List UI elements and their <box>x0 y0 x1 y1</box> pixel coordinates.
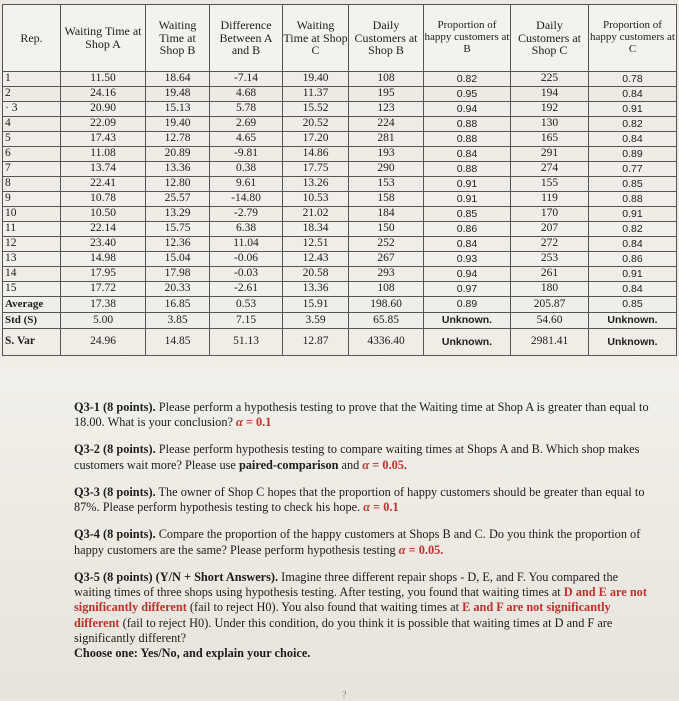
table-cell: 19.40 <box>146 117 210 132</box>
table-cell: 0.82 <box>589 222 677 237</box>
table-cell: 158 <box>349 192 424 207</box>
column-header: Daily Customers at Shop B <box>349 5 424 72</box>
table-cell: 123 <box>349 102 424 117</box>
column-header: Proportion of happy customers at C <box>589 5 677 72</box>
table-cell: 17.20 <box>283 132 349 147</box>
table-row <box>3 117 677 132</box>
table-cell: 23.40 <box>61 237 146 252</box>
table-cell: -0.03 <box>210 267 283 282</box>
table-cell: 2981.41 <box>511 329 589 356</box>
table-cell: 19.48 <box>146 87 210 102</box>
table-cell: 0.84 <box>424 147 511 162</box>
table-cell: 12.87 <box>283 329 349 356</box>
table-cell: 20.58 <box>283 267 349 282</box>
table-cell: 65.85 <box>349 313 424 329</box>
table-cell: 252 <box>349 237 424 252</box>
table-cell: 12.78 <box>146 132 210 147</box>
table-cell: 192 <box>511 102 589 117</box>
table-header-row <box>3 5 677 72</box>
row-label: 12 <box>3 237 61 252</box>
table-cell: -9.81 <box>210 147 283 162</box>
table-cell: 17.95 <box>61 267 146 282</box>
column-header: Proportion of happy customers at B <box>424 5 511 72</box>
table-cell: 225 <box>511 72 589 87</box>
table-cell: 4.68 <box>210 87 283 102</box>
table-row <box>3 222 677 237</box>
table-cell: 15.52 <box>283 102 349 117</box>
table-cell: 184 <box>349 207 424 222</box>
row-label: 13 <box>3 252 61 267</box>
table-cell: 20.89 <box>146 147 210 162</box>
table-cell: -14.80 <box>210 192 283 207</box>
table-cell: 0.84 <box>589 237 677 252</box>
table-cell: 15.91 <box>283 297 349 313</box>
table-cell: -0.06 <box>210 252 283 267</box>
table-cell: 0.89 <box>589 147 677 162</box>
table-cell: 9.61 <box>210 177 283 192</box>
table-row <box>3 267 677 282</box>
row-label: 4 <box>3 117 61 132</box>
question-3-4: Q3-4 (8 points). Compare the proportion of the happy customers at Shops B and C. Do you think the proportion of happy customers are the same? Please perform hypothesis testing α = 0.05. <box>74 527 641 557</box>
table-cell: 13.36 <box>283 282 349 297</box>
pencil-mark: ? <box>342 690 347 701</box>
table-cell: 20.52 <box>283 117 349 132</box>
table-cell: 0.84 <box>589 282 677 297</box>
table-row <box>3 162 677 177</box>
row-label: 6 <box>3 147 61 162</box>
table-cell: 0.85 <box>589 177 677 192</box>
row-label: 11 <box>3 222 61 237</box>
table-cell: 224 <box>349 117 424 132</box>
table-cell: 11.37 <box>283 87 349 102</box>
table-cell: 108 <box>349 72 424 87</box>
table-cell: 12.51 <box>283 237 349 252</box>
table-row <box>3 132 677 147</box>
table-cell: 0.86 <box>424 222 511 237</box>
column-header: Rep. <box>3 5 61 72</box>
table-cell: 18.64 <box>146 72 210 87</box>
table-cell: 15.04 <box>146 252 210 267</box>
table-cell: 5.78 <box>210 102 283 117</box>
table-cell: 0.84 <box>424 237 511 252</box>
table-row <box>3 147 677 162</box>
table-cell: 10.78 <box>61 192 146 207</box>
table-row <box>3 87 677 102</box>
table-cell: 207 <box>511 222 589 237</box>
table-cell: 10.50 <box>61 207 146 222</box>
table-cell: 54.60 <box>511 313 589 329</box>
table-cell: -2.79 <box>210 207 283 222</box>
question-3-2: Q3-2 (8 points). Please perform hypothesis testing to compare waiting times at Shops A and B. Which shop makes customers wait more? Please use paired-comparison and α = 0.05. <box>74 442 640 472</box>
table-cell: 0.89 <box>424 297 511 313</box>
table-cell: 0.78 <box>589 72 677 87</box>
table-cell: 14.85 <box>146 329 210 356</box>
question-3-5: Q3-5 (8 points) (Y/N + Short Answers). Imagine three different repair shops - D, E, and F. You compared the waiting times of three shops using hypothesis testing. After testing, you found that waiting times at D and E are not significantly different (fail to reject H0). You also found that waiting times at E and F are not significantly different (fail to reject H0). Under this condition, do you think it is possible that waiting times at D and F are significantly different? Choose one: Yes/No, and explain your choice. <box>74 569 647 661</box>
column-header: Waiting Time at Shop A <box>61 5 146 72</box>
table-cell: Unknown. <box>589 329 677 356</box>
table-cell: 193 <box>349 147 424 162</box>
table-cell: -2.61 <box>210 282 283 297</box>
table-cell: 293 <box>349 267 424 282</box>
table-cell: 13.26 <box>283 177 349 192</box>
table-cell: 20.90 <box>61 102 146 117</box>
column-header: Waiting Time at Shop B <box>146 5 210 72</box>
table-cell: 14.98 <box>61 252 146 267</box>
std-row <box>3 313 677 329</box>
table-cell: 165 <box>511 132 589 147</box>
table-cell: 194 <box>511 87 589 102</box>
table-cell: 0.88 <box>424 162 511 177</box>
table-cell: 205.87 <box>511 297 589 313</box>
table-cell: 291 <box>511 147 589 162</box>
table-cell: 0.95 <box>424 87 511 102</box>
data-table <box>2 4 677 356</box>
table-cell: Unknown. <box>424 313 511 329</box>
row-label: 14 <box>3 267 61 282</box>
sample-variance-row <box>3 329 677 356</box>
table-cell: 272 <box>511 237 589 252</box>
table-cell: 0.82 <box>589 117 677 132</box>
table-cell: 0.38 <box>210 162 283 177</box>
table-row <box>3 72 677 87</box>
table-cell: 11.50 <box>61 72 146 87</box>
table-cell: 261 <box>511 267 589 282</box>
table-cell: 0.94 <box>424 102 511 117</box>
table-cell: 108 <box>349 282 424 297</box>
table-cell: 24.96 <box>61 329 146 356</box>
table-cell: 0.88 <box>424 117 511 132</box>
table-cell: 17.43 <box>61 132 146 147</box>
choose-instruction: Choose one: Yes/No, and explain your choice. <box>74 646 311 661</box>
table-cell: 267 <box>349 252 424 267</box>
table-cell: 12.43 <box>283 252 349 267</box>
table-cell: 17.75 <box>283 162 349 177</box>
table-cell: 3.59 <box>283 313 349 329</box>
table-cell: 0.85 <box>424 207 511 222</box>
table-cell: 11.04 <box>210 237 283 252</box>
table-cell: 180 <box>511 282 589 297</box>
table-cell: Unknown. <box>589 313 677 329</box>
table-cell: 12.36 <box>146 237 210 252</box>
table-cell: 18.34 <box>283 222 349 237</box>
table-cell: 22.41 <box>61 177 146 192</box>
column-header: Daily Customers at Shop C <box>511 5 589 72</box>
row-label: S. Var <box>3 329 61 356</box>
table-cell: 153 <box>349 177 424 192</box>
table-cell: 130 <box>511 117 589 132</box>
table-cell: 25.57 <box>146 192 210 207</box>
table-cell: 0.84 <box>589 87 677 102</box>
row-label: 5 <box>3 132 61 147</box>
table-cell: 0.91 <box>424 192 511 207</box>
table-cell: 290 <box>349 162 424 177</box>
table-cell: 13.29 <box>146 207 210 222</box>
table-cell: 155 <box>511 177 589 192</box>
table-cell: 20.33 <box>146 282 210 297</box>
table-cell: 0.91 <box>589 267 677 282</box>
table-cell: 0.85 <box>589 297 677 313</box>
table-cell: 281 <box>349 132 424 147</box>
table-cell: 4.65 <box>210 132 283 147</box>
table-cell: 51.13 <box>210 329 283 356</box>
table-cell: 0.97 <box>424 282 511 297</box>
row-label: Average <box>3 297 61 313</box>
table-cell: 198.60 <box>349 297 424 313</box>
table-cell: 14.86 <box>283 147 349 162</box>
table-cell: 119 <box>511 192 589 207</box>
table-cell: 24.16 <box>61 87 146 102</box>
row-label: 8 <box>3 177 61 192</box>
question-3-3: Q3-3 (8 points). The owner of Shop C hopes that the proportion of happy customers should be greater than equal to 87%. Please perform hypothesis testing to check his hope. α = 0.1 <box>74 484 645 515</box>
table-cell: 4336.40 <box>349 329 424 356</box>
table-cell: 11.08 <box>61 147 146 162</box>
table-cell: 195 <box>349 87 424 102</box>
table-row <box>3 282 677 297</box>
table-cell: 15.75 <box>146 222 210 237</box>
table-cell: 19.40 <box>283 72 349 87</box>
table-cell: 5.00 <box>61 313 146 329</box>
row-label: 7 <box>3 162 61 177</box>
table-cell: 253 <box>511 252 589 267</box>
table-cell: 15.13 <box>146 102 210 117</box>
table-cell: 0.93 <box>424 252 511 267</box>
table-cell: 0.84 <box>589 132 677 147</box>
table-cell: 21.02 <box>283 207 349 222</box>
table-cell: 150 <box>349 222 424 237</box>
table-cell: Unknown. <box>424 329 511 356</box>
average-row <box>3 297 677 313</box>
table-body <box>3 72 677 356</box>
column-header: Difference Between A and B <box>210 5 283 72</box>
table-cell: 22.09 <box>61 117 146 132</box>
table-cell: 170 <box>511 207 589 222</box>
row-label: 2 <box>3 87 61 102</box>
row-label: 10 <box>3 207 61 222</box>
questions-section <box>74 400 654 673</box>
table-cell: 22.14 <box>61 222 146 237</box>
table-cell: 274 <box>511 162 589 177</box>
table-cell: 10.53 <box>283 192 349 207</box>
table-cell: 0.77 <box>589 162 677 177</box>
row-label: 1 <box>3 72 61 87</box>
table-row <box>3 177 677 192</box>
row-label: 15 <box>3 282 61 297</box>
table-cell: 7.15 <box>210 313 283 329</box>
table-row <box>3 192 677 207</box>
row-label: · 3 <box>3 102 61 117</box>
table-cell: 0.53 <box>210 297 283 313</box>
column-header: Waiting Time at Shop C <box>283 5 349 72</box>
table-cell: 3.85 <box>146 313 210 329</box>
table-cell: 2.69 <box>210 117 283 132</box>
table-row <box>3 252 677 267</box>
question-3-1: Q3-1 (8 points). Please perform a hypothesis testing to prove that the Waiting time at Shop A is greater than equal to 18.00. What is your conclusion? α = 0.1 <box>74 400 649 430</box>
row-label: Std (S) <box>3 313 61 329</box>
table-cell: 0.88 <box>424 132 511 147</box>
table-cell: 6.38 <box>210 222 283 237</box>
table-row <box>3 207 677 222</box>
row-label: 9 <box>3 192 61 207</box>
table-row <box>3 102 677 117</box>
table-cell: 16.85 <box>146 297 210 313</box>
table-cell: -7.14 <box>210 72 283 87</box>
table-row <box>3 237 677 252</box>
table-cell: 0.94 <box>424 267 511 282</box>
table-cell: 13.74 <box>61 162 146 177</box>
table-cell: 0.88 <box>589 192 677 207</box>
table-cell: 17.98 <box>146 267 210 282</box>
table-cell: 0.82 <box>424 72 511 87</box>
table-cell: 17.72 <box>61 282 146 297</box>
table-cell: 12.80 <box>146 177 210 192</box>
table-cell: 0.91 <box>424 177 511 192</box>
table-cell: 13.36 <box>146 162 210 177</box>
table-cell: 0.91 <box>589 207 677 222</box>
table-cell: 0.91 <box>589 102 677 117</box>
table-cell: 17.38 <box>61 297 146 313</box>
table-cell: 0.86 <box>589 252 677 267</box>
